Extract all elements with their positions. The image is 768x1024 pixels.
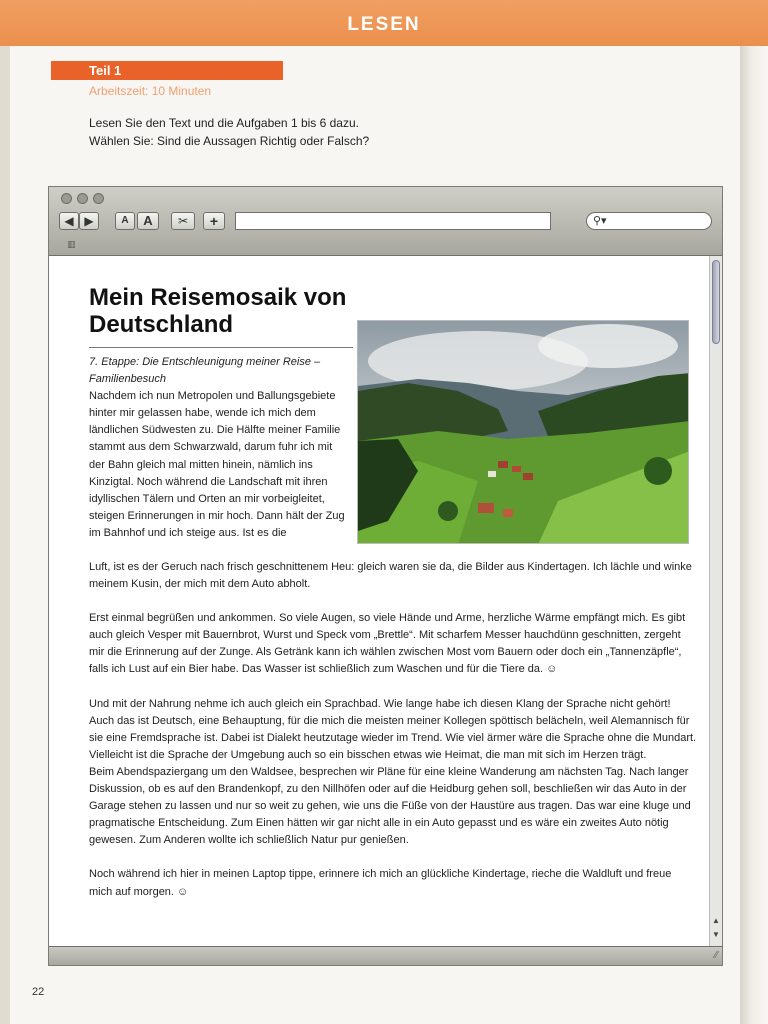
instruction-line-1: Lesen Sie den Text und die Aufgaben 1 bis 6 dazu. [89,116,359,130]
zoom-window-icon[interactable] [93,193,104,204]
address-bar[interactable] [235,212,551,230]
font-larger-button[interactable]: A [137,212,159,230]
article-paragraph-1-continued: Luft, ist es der Geruch nach frisch geschnittenem Heu: gleich waren sie da, die Bilder aus Kindertagen. Ich lächle und winke meinem Kusin, der mich mit dem Auto abholt. [89,561,692,591]
resize-grip-icon[interactable]: ⁄⁄ [714,950,718,961]
tools-button[interactable] [171,212,195,230]
browser-status-bar [49,946,722,965]
section-title: LESEN [347,14,421,35]
article-paragraph-2: Erst einmal begrüßen und ankommen. So viele Augen, so viele Hände und Arme, herzliche Wärme empfängt mich. Es gibt auch gleich Vesper mit Bauernbrot, Wurst und Speck vom „Brettle“. Mit scharfem Messer hauchdünn geschnitten, zergeht mir die Erinnerung auf der Zunge. Als Getränk kann ich wählen zwischen Most vom Bauern oder doch ein „Tannenzäpfle“, falls ich Lust auf ein Bier habe. Das Wasser ist schließlich zum Waschen und für die Tiere da. ☺ [89,612,686,676]
book-spine-edge [0,0,10,1024]
close-window-icon[interactable] [61,193,72,204]
article-paragraph-4: Beim Abendspaziergang um den Waldsee, besprechen wir Pläne für eine kleine Wanderung am nächsten Tag. Nach langer Diskussion, ob es auf den Brandenkopf, zu den Nillhöfen oder auf die Heidburg gehen soll, beschließen wir das Auto in der Garage stehen zu lassen und nur so weit zu gehen, wie uns die Füße von der Haustüre aus tragen. Das war eine kluge und pragmatische Entscheidung. Zum Einen hätten wir gar nicht alle in ein Auto gepasst und es wäre ein zweites Auto nötig gewesen. Zum Anderen wollte ich schließlich Natur pur genießen. [89,765,691,847]
article-paragraph-3: Und mit der Nahrung nehme ich auch gleich ein Sprachbad. Wie lange habe ich diesen Klang der Sprache nicht gehört! Auch das ist Deutsch, eine Behauptung, für die mich die meisten meiner Kollegen spöttisch belächeln, weil Alemannisch für sie eine Fremdsprache ist. Dabei ist Dialekt heutzutage wieder im Trend. Wie viel ärmer wäre die Sprache ohne die Mundart. Vielleicht ist die Sprache der Umgebung auch so ein bisschen etwas wie Heimat, die man mit sich im Herzen trägt. [89,697,697,761]
forward-button[interactable] [79,212,99,230]
page-gutter-shadow [740,0,768,1024]
landscape-photo [357,320,689,544]
article-paragraph-1: Nachdem ich nun Metropolen und Ballungsgebiete hinter mir gelassen habe, wende ich mich dem ländlichen Südwesten zu. Die Hälfte meiner Familie stammt aus dem Schwarzwald, darum fuhr ich mit der Bahn gleich mal mitten hinein, nämlich ins Kinzigtal. Noch während die Landschaft mit ihren idyllischen Tälern und Orten an mir vorbeigleitet, steigen Erinnerungen in mir hoch. Dann hält der Zug im Bahnhof und ich steige aus. Ist es die [89,390,345,539]
forward-arrow-icon: ▶ [84,214,94,228]
instruction-line-2: Wählen Sie: Sind die Aussagen Richtig oder Falsch? [89,134,370,148]
scroll-up-icon[interactable]: ▲ [712,916,720,925]
tools-icon: ✂ [177,214,189,228]
browser-window [48,186,723,966]
back-arrow-icon: ◀ [64,214,74,228]
browser-toolbar [49,187,722,256]
black-forest-valley-image [358,321,689,544]
article-intro-column [89,354,351,542]
bookmarks-icon[interactable]: ▥ [67,239,76,249]
scrollbar-thumb[interactable] [712,260,720,344]
article-body [89,559,697,918]
article-headline: Mein Reisemosaik von Deutschland [89,284,347,338]
page-number: 22 [32,986,45,998]
time-label: Arbeitszeit: 10 Minuten [89,84,212,98]
task-instructions [89,114,369,150]
headline-divider [89,347,353,348]
search-field[interactable] [586,212,712,230]
article-paragraph-5: Noch während ich hier in meinen Laptop tippe, erinnere ich mich an glückliche Kindertage, rieche die Waldluft und freue mich auf morgen. ☺ [89,868,672,898]
magnifier-icon: ⚲▾ [593,215,607,227]
web-page-content [49,256,709,946]
back-button[interactable] [59,212,79,230]
add-bookmark-button[interactable]: + [203,212,225,230]
teil-label: Teil 1 [51,61,283,80]
scroll-down-icon[interactable]: ▼ [712,930,720,939]
minimize-window-icon[interactable] [77,193,88,204]
font-smaller-button[interactable]: A [115,212,135,230]
section-header-bar [0,0,768,46]
article-subtitle: 7. Etappe: Die Entschleunigung meiner Reise – Familienbesuch [89,356,321,386]
vertical-scrollbar[interactable] [709,256,722,946]
